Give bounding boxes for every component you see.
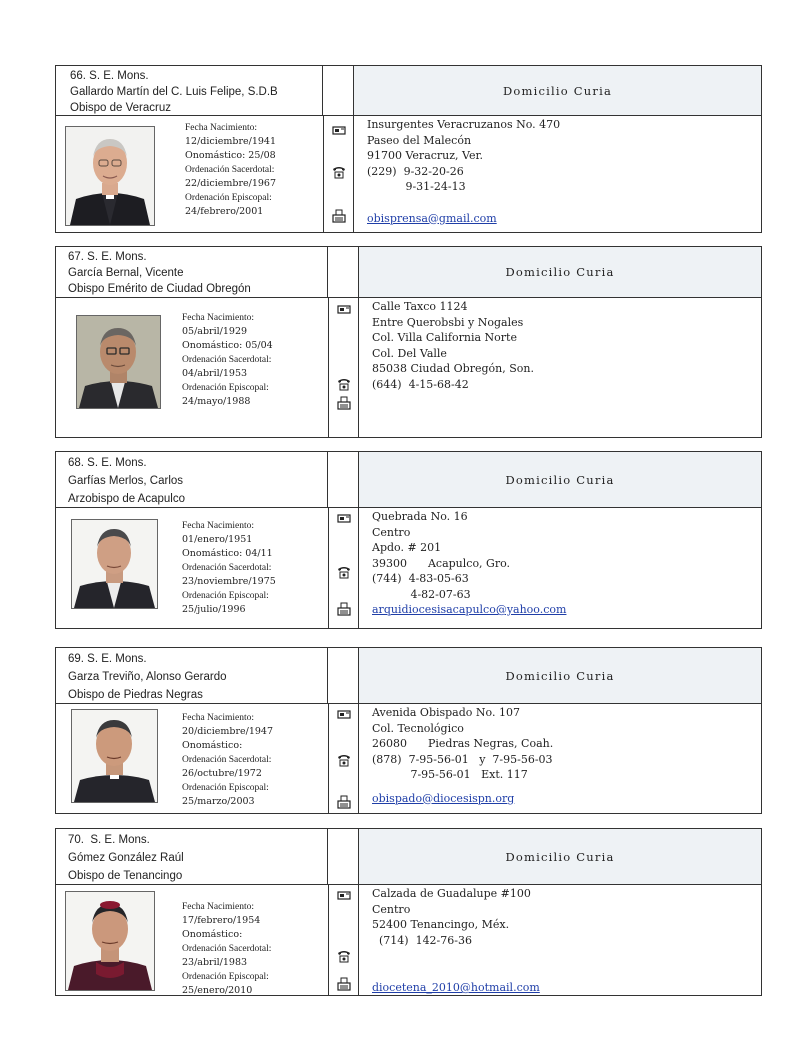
bishop-card: [55, 246, 762, 438]
bishop-ordination-label: Ordenación Episcopal:: [185, 193, 272, 203]
bishop-portrait: [71, 709, 158, 803]
address-line: Centro: [372, 902, 411, 916]
telephone-icon: [337, 377, 351, 391]
onomastic: Onomástico: 25/08: [185, 150, 276, 161]
bishop-ordination-date: 25/enero/2010: [182, 985, 253, 996]
address-cell: [359, 884, 761, 995]
birth-date: 01/enero/1951: [182, 534, 253, 545]
bishop-portrait: [65, 126, 155, 226]
address-line: Col. Villa California Norte: [372, 331, 517, 344]
bio-block: [182, 900, 271, 998]
priest-ordination-date: 26/octubre/1972: [182, 768, 262, 779]
mailbox-icon: [332, 123, 346, 137]
bishop-ordination-label: Ordenación Episcopal:: [182, 972, 269, 982]
icon-cell: [328, 703, 359, 813]
birth-date: 12/diciembre/1941: [185, 136, 277, 147]
icon-header-cell: [328, 452, 359, 507]
phone-line: 7-95-56-01 Ext. 117: [372, 768, 528, 781]
telephone-icon: [337, 565, 351, 579]
telephone-icon: [337, 753, 351, 767]
address-line: Paseo del Malecón: [367, 133, 472, 147]
phone-line: (878) 7-95-56-01 y 7-95-56-03: [372, 752, 553, 766]
card-number-title: 66. S. E. Mons.: [70, 70, 149, 82]
mailbox-icon: [337, 707, 351, 721]
birth-date: 17/febrero/1954: [182, 915, 261, 926]
card-number-title: 69. S. E. Mons.: [68, 653, 147, 665]
priest-ordination-label: Ordenación Sacerdotal:: [182, 563, 272, 573]
bishop-portrait: [71, 519, 158, 609]
bishop-ordination-date: 24/febrero/2001: [185, 206, 264, 217]
icon-cell: [328, 297, 359, 437]
card-number-title: 68. S. E. Mons.: [68, 457, 147, 469]
onomastic: Onomástico:: [182, 929, 243, 940]
address-line: Quebrada No. 16: [372, 510, 468, 523]
icon-cell: [328, 507, 359, 628]
bishop-ordination-label: Ordenación Episcopal:: [182, 383, 269, 393]
address-line: Insurgentes Veracruzanos No. 470: [367, 118, 561, 131]
fax-icon: [332, 209, 346, 223]
mailbox-icon: [337, 302, 351, 316]
bishop-name: Gómez González Raúl: [68, 852, 184, 864]
birth-label: Fecha Nacimiento:: [182, 902, 255, 912]
bishop-office: Obispo de Piedras Negras: [68, 689, 203, 701]
address-line: Col. Del Valle: [372, 346, 447, 360]
mailbox-icon: [337, 888, 351, 902]
bishop-card: [55, 828, 762, 996]
telephone-icon: [332, 165, 346, 179]
icon-cell: [328, 884, 359, 995]
phone-line: (229) 9-32-20-26: [367, 164, 464, 178]
photo-bio-cell: [56, 703, 329, 813]
domicilio-curia-header: Domicilio Curia: [354, 66, 761, 115]
birth-label: Fecha Nacimiento:: [185, 123, 258, 133]
address-line: Col. Tecnológico: [372, 721, 464, 735]
fax-icon: [337, 396, 351, 410]
icon-header-cell: [328, 247, 359, 297]
address-cell: [354, 115, 761, 232]
bio-block: [182, 311, 273, 409]
domicilio-curia-header: Domicilio Curia: [359, 829, 761, 884]
icon-header-cell: [328, 829, 359, 884]
card-number-title: 70. S. E. Mons.: [68, 834, 150, 846]
address-line: Calle Taxco 1124: [372, 300, 468, 313]
address-line: Avenida Obispado No. 107: [372, 706, 520, 719]
bishop-office: Arzobispo de Acapulco: [68, 493, 185, 505]
bishop-ordination-date: 25/marzo/2003: [182, 796, 255, 807]
address-line: 26080 Piedras Negras, Coah.: [372, 737, 554, 750]
priest-ordination-label: Ordenación Sacerdotal:: [182, 355, 272, 365]
priest-ordination-date: 23/abril/1983: [182, 957, 248, 968]
address-line: Entre Querobsbi y Nogales: [372, 315, 524, 329]
address-cell: [359, 507, 761, 628]
icon-header-cell: [323, 66, 354, 115]
bishop-card: [55, 451, 762, 629]
bishop-ordination-date: 25/julio/1996: [182, 604, 246, 615]
name-cell: [56, 247, 328, 297]
priest-ordination-date: 04/abril/1953: [182, 368, 248, 379]
photo-bio-cell: [56, 115, 324, 232]
bishop-office: Obispo de Tenancingo: [68, 870, 183, 882]
name-cell: [56, 452, 328, 507]
onomastic: Onomástico: 04/11: [182, 548, 273, 559]
priest-ordination-label: Ordenación Sacerdotal:: [182, 944, 272, 954]
bishop-card: [55, 647, 762, 814]
priest-ordination-date: 23/noviembre/1975: [182, 576, 276, 587]
mailbox-icon: [337, 511, 351, 525]
name-cell: [56, 829, 328, 884]
onomastic: Onomástico:: [182, 740, 243, 751]
card-header: [56, 452, 761, 508]
bishop-name: Garfías Merlos, Carlos: [68, 475, 184, 487]
icon-header-cell: [328, 648, 359, 703]
birth-date: 05/abril/1929: [182, 326, 248, 337]
bishop-office: Obispo de Veracruz: [70, 102, 172, 114]
fax-icon: [337, 602, 351, 616]
bishop-name: García Bernal, Vicente: [68, 267, 184, 279]
card-header: [56, 66, 761, 116]
bio-block: [182, 519, 276, 617]
card-header: [56, 648, 761, 704]
birth-label: Fecha Nacimiento:: [182, 713, 255, 723]
priest-ordination-label: Ordenación Sacerdotal:: [182, 755, 272, 765]
domicilio-curia-header: Domicilio Curia: [359, 648, 761, 703]
address-line: Calzada de Guadalupe #100: [372, 887, 531, 900]
telephone-icon: [337, 949, 351, 963]
card-header: [56, 829, 761, 885]
bio-block: [182, 711, 273, 809]
address-line: 85038 Ciudad Obregón, Son.: [372, 362, 534, 375]
photo-bio-cell: [56, 884, 329, 995]
birth-date: 20/diciembre/1947: [182, 726, 274, 737]
card-body: [56, 297, 761, 437]
bishop-office: Obispo Emérito de Ciudad Obregón: [68, 283, 251, 295]
email-link[interactable]: diocetena_2010@hotmail.com: [372, 981, 540, 994]
card-number-title: 67. S. E. Mons.: [68, 251, 147, 263]
card-header: [56, 247, 761, 298]
email-link[interactable]: arquidiocesisacapulco@yahoo.com: [372, 603, 567, 616]
address-line: 39300 Acapulco, Gro.: [372, 556, 511, 570]
bishop-name: Garza Treviño, Alonso Gerardo: [68, 671, 227, 683]
phone-line: (714) 142-76-36: [372, 933, 472, 947]
address-line: 52400 Tenancingo, Méx.: [372, 918, 510, 931]
phone-line: 9-31-24-13: [367, 180, 466, 193]
card-body: [56, 703, 761, 813]
bishop-card: [55, 65, 762, 233]
onomastic: Onomástico: 05/04: [182, 340, 273, 351]
card-body: [56, 507, 761, 628]
address-line: 91700 Veracruz, Ver.: [367, 149, 484, 162]
name-cell: [56, 648, 328, 703]
email-link[interactable]: obispado@diocesispn.org: [372, 791, 515, 805]
bishop-ordination-date: 24/mayo/1988: [182, 396, 251, 407]
bishop-ordination-label: Ordenación Episcopal:: [182, 591, 269, 601]
bishop-ordination-label: Ordenación Episcopal:: [182, 783, 269, 793]
bishop-name: Gallardo Martín del C. Luis Felipe, S.D.B: [70, 86, 278, 98]
photo-bio-cell: [56, 507, 329, 628]
phone-line: (744) 4-83-05-63: [372, 572, 469, 585]
priest-ordination-label: Ordenación Sacerdotal:: [185, 165, 275, 175]
bishop-portrait: [65, 891, 155, 991]
phone-line: 4-82-07-63: [372, 587, 471, 601]
address-line: Apdo. # 201: [372, 541, 442, 554]
priest-ordination-date: 22/diciembre/1967: [185, 178, 277, 189]
icon-cell: [323, 115, 354, 232]
card-body: [56, 884, 761, 995]
photo-bio-cell: [56, 297, 329, 437]
birth-label: Fecha Nacimiento:: [182, 313, 255, 323]
address-cell: [359, 297, 761, 437]
domicilio-curia-header: Domicilio Curia: [359, 452, 761, 507]
address-line: Centro: [372, 525, 411, 539]
birth-label: Fecha Nacimiento:: [182, 521, 255, 531]
fax-icon: [337, 977, 351, 991]
phone-line: (644) 4-15-68-42: [372, 377, 469, 391]
email-link[interactable]: obisprensa@gmail.com: [367, 211, 497, 225]
fax-icon: [337, 795, 351, 809]
name-cell: [56, 66, 323, 115]
address-cell: [359, 703, 761, 813]
bio-block: [185, 121, 276, 219]
bishop-portrait: [76, 315, 161, 409]
domicilio-curia-header: Domicilio Curia: [359, 247, 761, 297]
card-body: [56, 115, 761, 232]
